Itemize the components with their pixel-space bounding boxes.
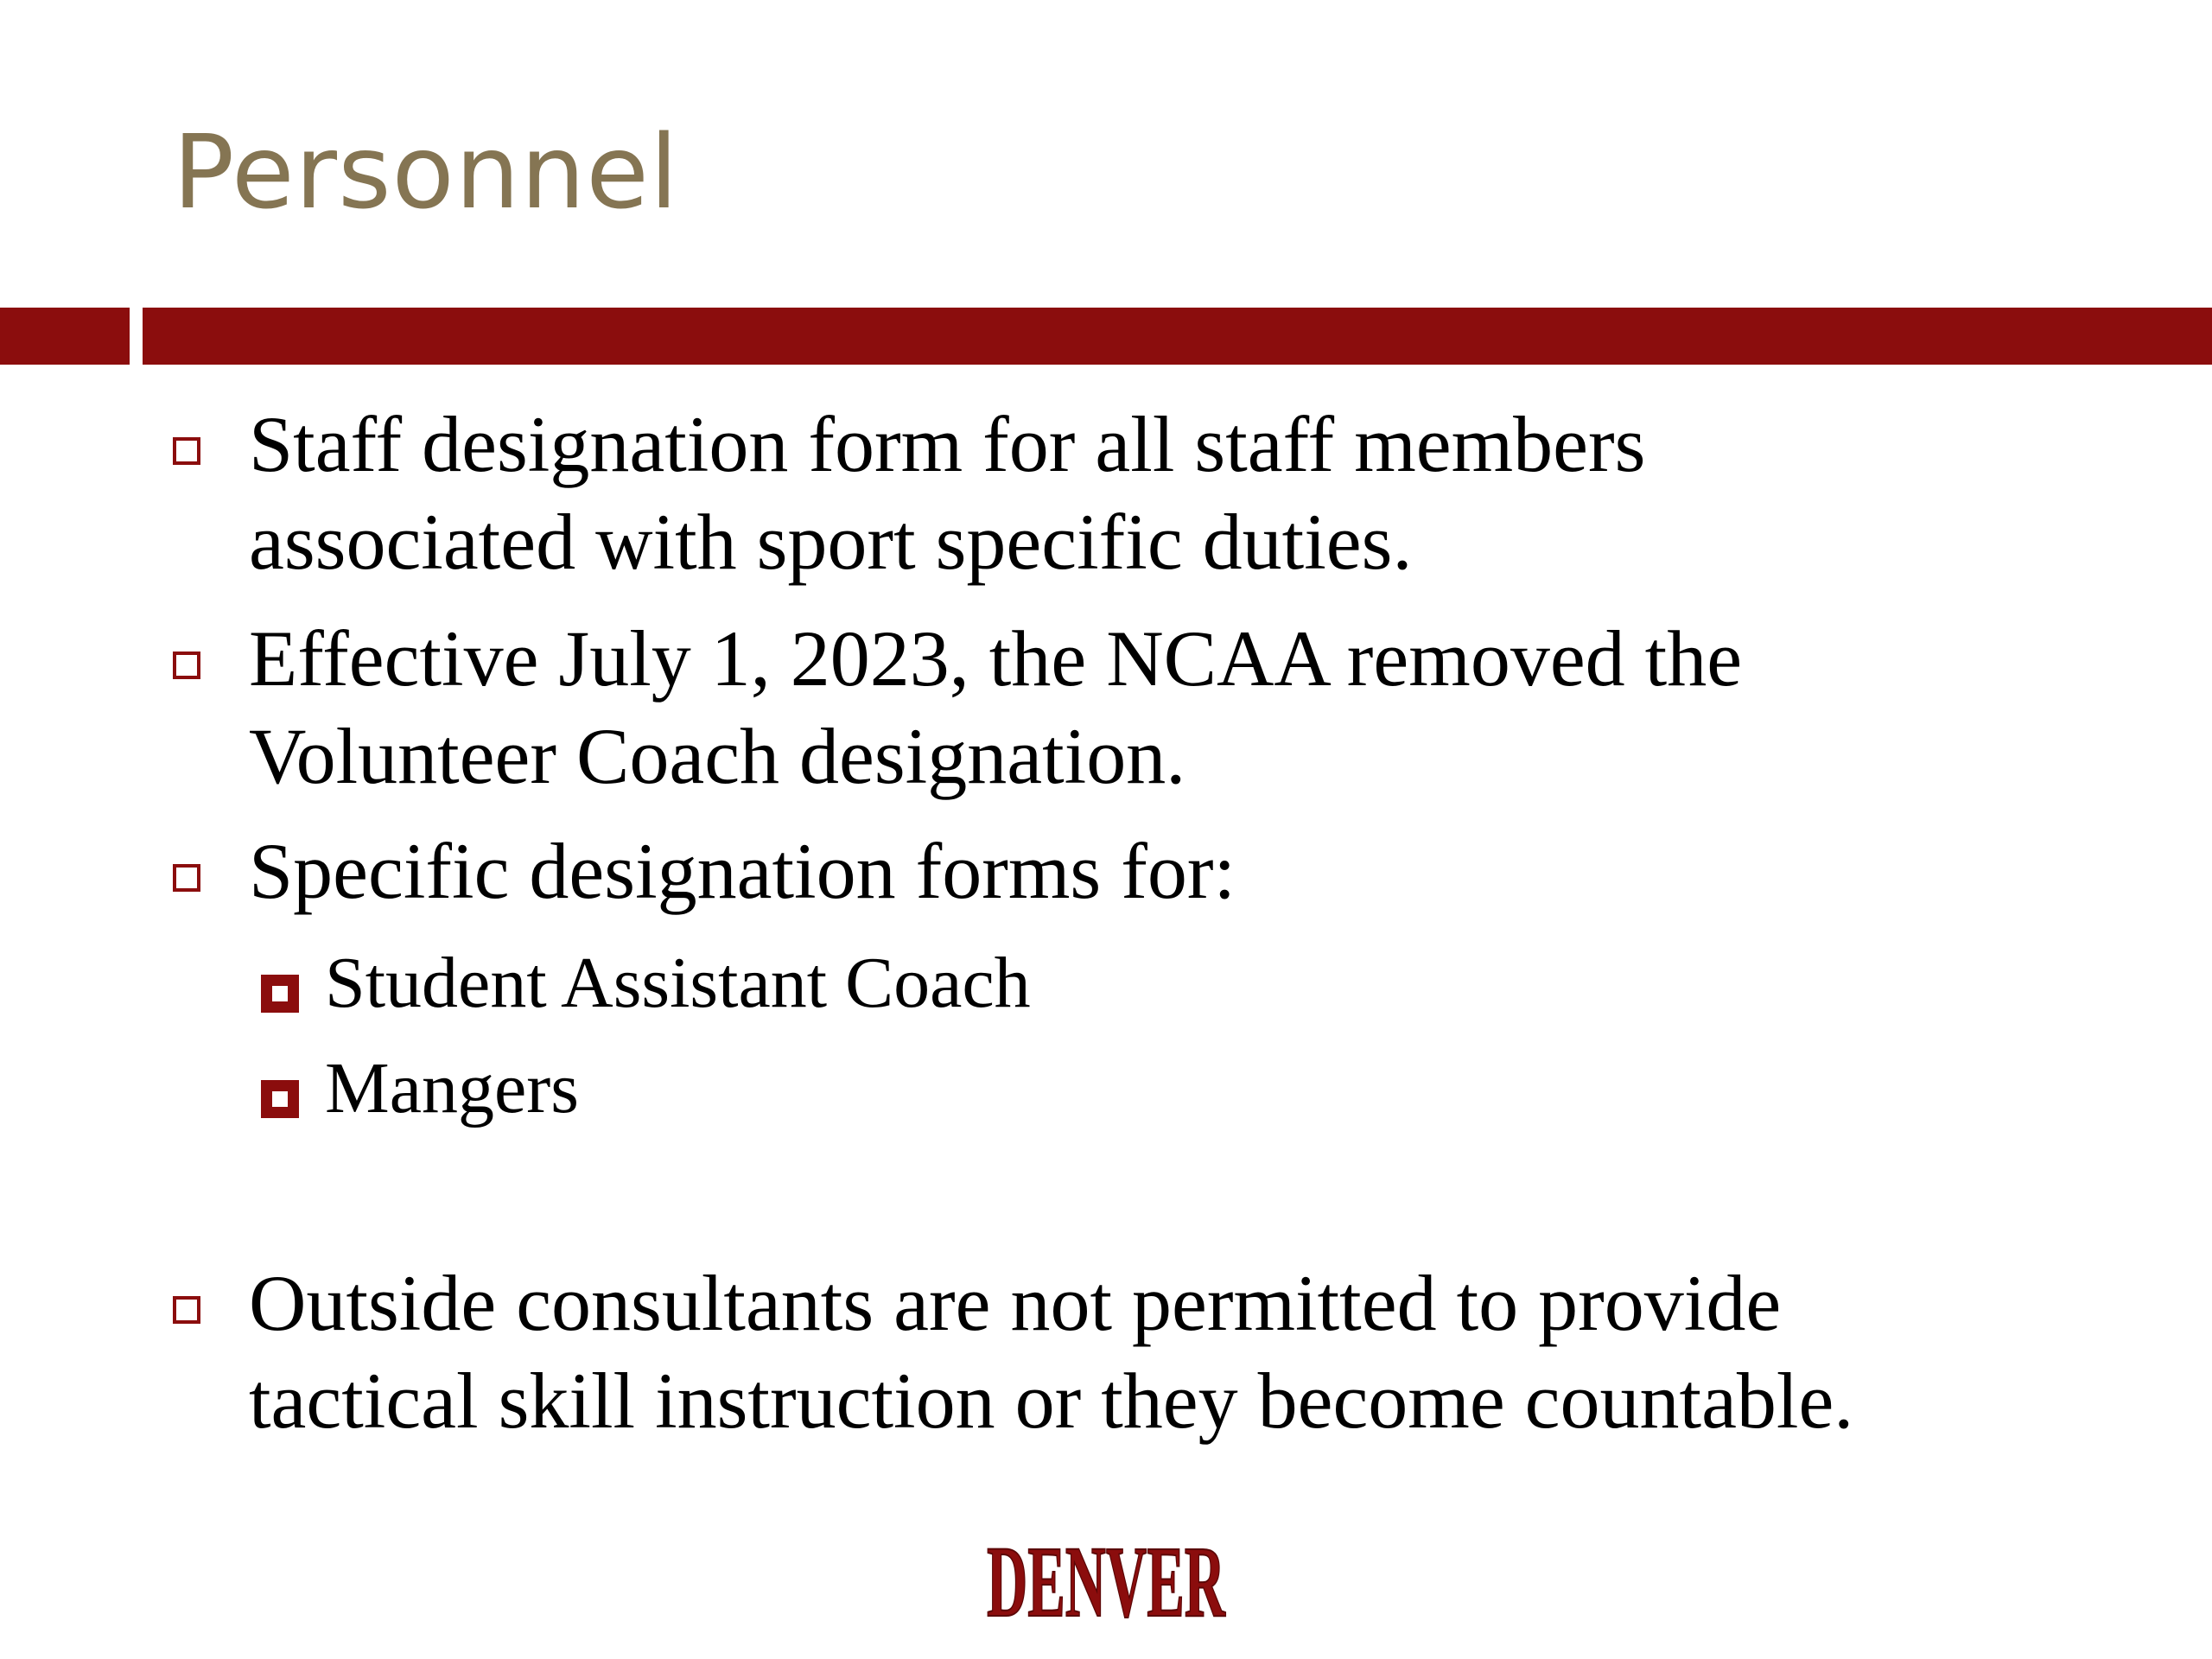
bullet-line: Volunteer Coach designation. — [249, 712, 1186, 800]
denver-logo — [976, 1497, 1236, 1638]
bullet-line: tactical skill instruction or they become countable. — [249, 1357, 1854, 1445]
bullet-line: associated with sport specific duties. — [249, 498, 1413, 586]
bullet-line: Specific designation forms for: — [249, 827, 1236, 915]
bullet-line: Staff designation form for all staff members — [249, 400, 1646, 488]
bullet-text — [249, 396, 1645, 591]
bullet-text — [249, 1255, 1853, 1450]
logo-wordmark: DENVER — [987, 1525, 1226, 1638]
square-bullet-icon — [173, 1296, 200, 1324]
bullet-line: Effective July 1, 2023, the NCAA removed the — [249, 614, 1743, 702]
bullet-text — [249, 823, 1236, 920]
square-bullet-icon — [173, 437, 200, 465]
bullet-line: Outside consultants are not permitted to provide — [249, 1259, 1782, 1347]
slide-title: Personnel — [173, 112, 679, 232]
filled-square-bullet-icon — [261, 1080, 299, 1118]
sub-bullet-text: Student Assistant Coach — [325, 943, 1031, 1023]
square-bullet-icon — [173, 652, 200, 679]
bullet-text — [249, 610, 1742, 805]
title-divider-right — [143, 308, 2212, 365]
title-divider-left — [0, 308, 130, 365]
square-bullet-icon — [173, 864, 200, 892]
filled-square-bullet-icon — [261, 975, 299, 1013]
sub-bullet-text: Mangers — [325, 1048, 579, 1128]
